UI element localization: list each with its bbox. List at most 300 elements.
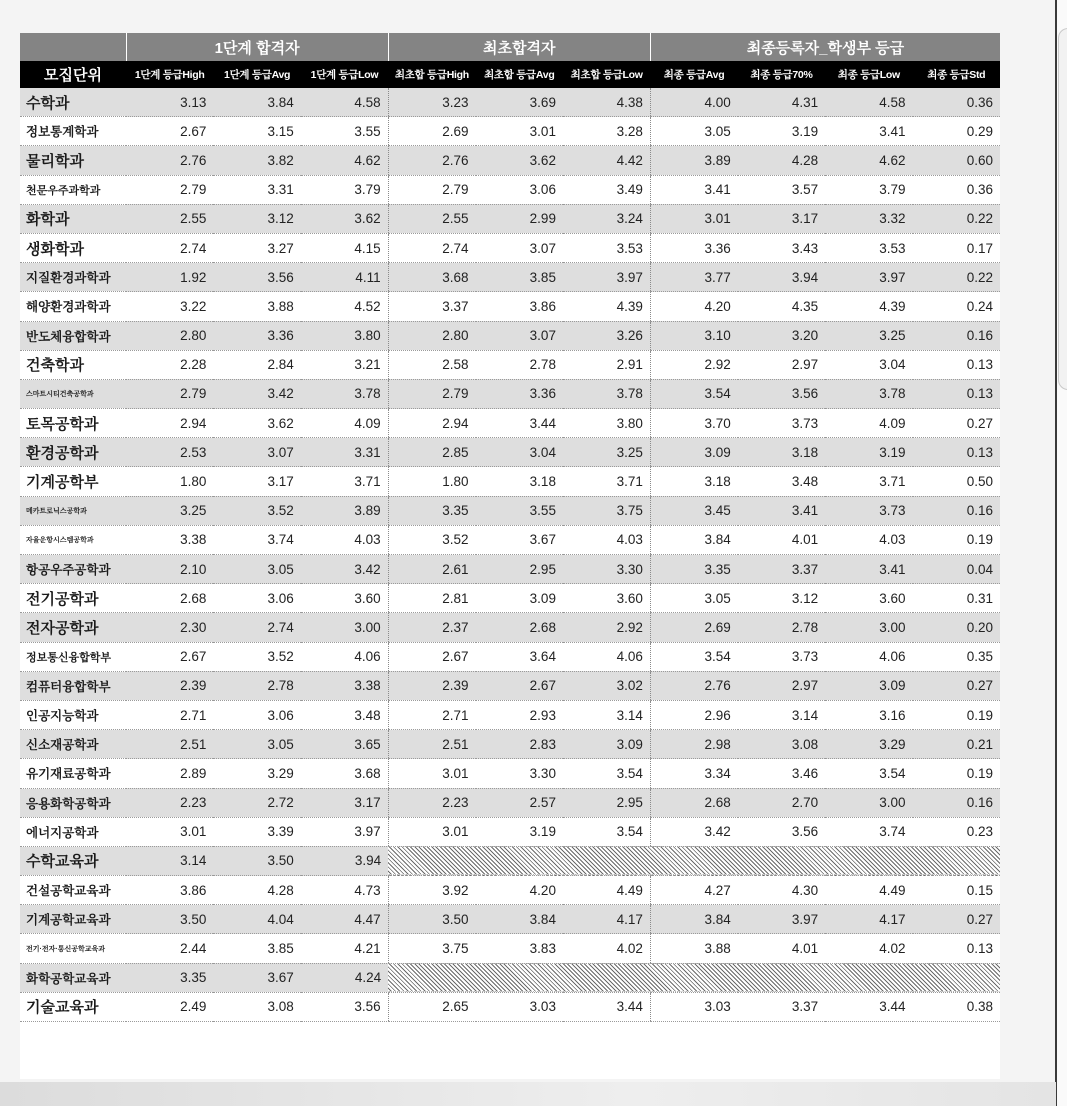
value-cell: 2.94 [388,409,475,438]
value-cell: 2.49 [126,992,213,1021]
value-cell: 2.51 [388,730,475,759]
value-cell: 3.29 [825,730,912,759]
value-cell: 2.74 [126,233,213,262]
value-cell: 3.00 [825,613,912,642]
value-cell: 3.31 [213,175,300,204]
dept-name-cell: 스마트시티건축공학과 [20,379,126,408]
column-header: 1단계 등급High [126,61,213,88]
value-cell: 3.69 [476,88,563,117]
value-cell: 3.49 [563,175,650,204]
value-cell: 0.27 [913,905,1000,934]
value-cell: 3.02 [563,671,650,700]
value-cell: 2.79 [126,175,213,204]
value-cell: 4.01 [738,525,825,554]
value-cell: 3.84 [476,905,563,934]
value-cell: 2.69 [650,613,737,642]
value-cell: 4.04 [213,905,300,934]
dept-name-cell: 전자공학과 [20,613,126,642]
dept-name-cell: 전기공학과 [20,584,126,613]
value-cell: 0.50 [913,467,1000,496]
dept-name-cell: 인공지능학과 [20,700,126,729]
value-cell: 3.78 [825,379,912,408]
value-cell: 4.17 [825,905,912,934]
value-cell: 0.19 [913,759,1000,788]
table-row [20,934,1000,963]
value-cell: 4.39 [825,292,912,321]
value-cell: 3.41 [738,496,825,525]
value-cell: 3.01 [388,759,475,788]
table-row [20,438,1000,467]
value-cell: 3.16 [825,700,912,729]
dept-name-cell: 생화학과 [20,233,126,262]
bottom-background-band [0,1082,1056,1106]
value-cell: 4.35 [738,292,825,321]
dept-name-cell: 건축학과 [20,350,126,379]
value-cell: 3.74 [213,525,300,554]
dept-name-cell: 기계공학부 [20,467,126,496]
group-header: 1단계 합격자 [126,33,388,61]
value-cell: 3.65 [301,730,388,759]
value-cell: 3.79 [301,175,388,204]
value-cell: 3.27 [213,233,300,262]
value-cell: 3.75 [563,496,650,525]
value-cell: 3.04 [825,350,912,379]
dept-name-cell: 신소재공학과 [20,730,126,759]
value-cell: 3.19 [738,117,825,146]
value-cell: 1.80 [388,467,475,496]
value-cell: 0.35 [913,642,1000,671]
value-cell: 3.09 [650,438,737,467]
value-cell: 4.27 [650,876,737,905]
value-cell: 3.35 [126,963,213,992]
value-cell: 2.53 [126,438,213,467]
table-row [20,146,1000,175]
value-cell: 3.84 [213,88,300,117]
value-cell: 2.69 [388,117,475,146]
value-cell: 3.78 [563,379,650,408]
no-data-hatch-cell [388,846,1000,875]
no-data-hatch-cell [388,963,1000,992]
value-cell: 3.43 [738,233,825,262]
value-cell: 2.65 [388,992,475,1021]
value-cell: 2.92 [563,613,650,642]
value-cell: 4.28 [213,876,300,905]
value-cell: 3.84 [650,525,737,554]
value-cell: 3.62 [213,409,300,438]
table-row [20,642,1000,671]
table-row [20,817,1000,846]
table-row [20,613,1000,642]
dept-column-header: 모집단위 [20,61,126,88]
table-row [20,88,1000,117]
value-cell: 3.73 [825,496,912,525]
value-cell: 3.75 [388,934,475,963]
value-cell: 3.62 [476,146,563,175]
value-cell: 3.28 [563,117,650,146]
value-cell: 2.98 [650,730,737,759]
value-cell: 3.03 [476,992,563,1021]
value-cell: 3.12 [213,204,300,233]
value-cell: 4.02 [563,934,650,963]
value-cell: 3.03 [650,992,737,1021]
value-cell: 3.36 [213,321,300,350]
table-body [20,88,1000,1022]
value-cell: 3.84 [650,905,737,934]
table-row [20,175,1000,204]
value-cell: 3.45 [650,496,737,525]
value-cell: 2.99 [476,204,563,233]
value-cell: 3.42 [650,817,737,846]
dept-name-cell: 유기재료공학과 [20,759,126,788]
dept-name-cell: 반도체융합학과 [20,321,126,350]
value-cell: 3.70 [650,409,737,438]
value-cell: 3.19 [476,817,563,846]
column-header: 최초합 등급High [388,61,475,88]
value-cell: 4.00 [650,88,737,117]
value-cell: 0.21 [913,730,1000,759]
value-cell: 3.71 [563,467,650,496]
value-cell: 3.53 [563,233,650,262]
value-cell: 3.18 [476,467,563,496]
value-cell: 3.77 [650,263,737,292]
value-cell: 3.37 [388,292,475,321]
value-cell: 3.07 [476,233,563,262]
dept-name-cell: 에너지공학과 [20,817,126,846]
dept-name-cell: 해양환경과학과 [20,292,126,321]
value-cell: 2.23 [126,788,213,817]
table-row [20,525,1000,554]
dept-name-cell: 전기·전자·통신공학교육과 [20,934,126,963]
value-cell: 2.97 [738,350,825,379]
grade-table [20,33,1000,1022]
table-row [20,233,1000,262]
value-cell: 3.48 [738,467,825,496]
value-cell: 3.36 [650,233,737,262]
table-row [20,905,1000,934]
value-cell: 0.60 [913,146,1000,175]
value-cell: 2.81 [388,584,475,613]
value-cell: 0.27 [913,671,1000,700]
value-cell: 3.38 [126,525,213,554]
value-cell: 4.21 [301,934,388,963]
value-cell: 3.41 [825,117,912,146]
value-cell: 3.85 [213,934,300,963]
value-cell: 3.10 [650,321,737,350]
value-cell: 2.85 [388,438,475,467]
value-cell: 4.02 [825,934,912,963]
value-cell: 3.54 [825,759,912,788]
value-cell: 2.76 [388,146,475,175]
value-cell: 0.22 [913,263,1000,292]
column-header: 최종 등급Std [913,61,1000,88]
value-cell: 3.00 [301,613,388,642]
value-cell: 3.67 [213,963,300,992]
dept-name-cell: 지질환경과학과 [20,263,126,292]
value-cell: 3.37 [738,992,825,1021]
value-cell: 3.35 [388,496,475,525]
value-cell: 2.61 [388,555,475,584]
value-cell: 3.86 [126,876,213,905]
value-cell: 3.52 [213,642,300,671]
value-cell: 3.71 [825,467,912,496]
value-cell: 3.68 [301,759,388,788]
dept-name-cell: 천문우주과학과 [20,175,126,204]
value-cell: 3.89 [650,146,737,175]
value-cell: 4.39 [563,292,650,321]
value-cell: 0.16 [913,788,1000,817]
value-cell: 3.71 [301,467,388,496]
dept-name-cell: 환경공학과 [20,438,126,467]
side-panel-handle[interactable] [1058,28,1067,390]
value-cell: 3.55 [301,117,388,146]
value-cell: 3.88 [650,934,737,963]
value-cell: 2.67 [388,642,475,671]
group-header: 최초합격자 [388,33,650,61]
dept-name-cell: 토목공학과 [20,409,126,438]
value-cell: 3.44 [825,992,912,1021]
value-cell: 4.24 [301,963,388,992]
value-cell: 2.94 [126,409,213,438]
value-cell: 2.28 [126,350,213,379]
dept-name-cell: 물리학과 [20,146,126,175]
dept-name-cell: 수학과 [20,88,126,117]
value-cell: 3.00 [825,788,912,817]
dept-name-cell: 건설공학교육과 [20,876,126,905]
group-header [20,33,126,61]
value-cell: 2.72 [213,788,300,817]
table-row [20,263,1000,292]
dept-name-cell: 항공우주공학과 [20,555,126,584]
table-row [20,700,1000,729]
value-cell: 3.06 [213,700,300,729]
value-cell: 3.20 [738,321,825,350]
value-cell: 2.39 [126,671,213,700]
value-cell: 3.17 [738,204,825,233]
value-cell: 4.42 [563,146,650,175]
value-cell: 3.26 [563,321,650,350]
value-cell: 2.55 [126,204,213,233]
value-cell: 3.67 [476,525,563,554]
dept-name-cell: 기술교육과 [20,992,126,1021]
value-cell: 2.10 [126,555,213,584]
admission-grade-sheet [20,33,1000,1079]
table-row [20,467,1000,496]
value-cell: 3.13 [126,88,213,117]
value-cell: 3.53 [825,233,912,262]
value-cell: 3.25 [563,438,650,467]
value-cell: 3.17 [213,467,300,496]
value-cell: 2.95 [476,555,563,584]
value-cell: 3.22 [126,292,213,321]
value-cell: 1.80 [126,467,213,496]
value-cell: 2.91 [563,350,650,379]
value-cell: 4.11 [301,263,388,292]
value-cell: 3.18 [650,467,737,496]
value-cell: 3.54 [563,759,650,788]
value-cell: 3.57 [738,175,825,204]
value-cell: 3.01 [126,817,213,846]
value-cell: 2.44 [126,934,213,963]
table-row [20,876,1000,905]
value-cell: 2.30 [126,613,213,642]
column-header: 최종 등급Low [825,61,912,88]
value-cell: 3.14 [126,846,213,875]
value-cell: 4.31 [738,88,825,117]
value-cell: 2.68 [650,788,737,817]
value-cell: 0.13 [913,379,1000,408]
table-row [20,759,1000,788]
value-cell: 3.73 [738,642,825,671]
value-cell: 3.42 [213,379,300,408]
value-cell: 4.58 [825,88,912,117]
value-cell: 3.08 [213,992,300,1021]
value-cell: 2.74 [388,233,475,262]
value-cell: 3.09 [825,671,912,700]
value-cell: 3.94 [301,846,388,875]
value-cell: 2.39 [388,671,475,700]
value-cell: 2.55 [388,204,475,233]
value-cell: 0.24 [913,292,1000,321]
column-header: 1단계 등급Low [301,61,388,88]
value-cell: 2.71 [388,700,475,729]
table-row [20,379,1000,408]
value-cell: 1.92 [126,263,213,292]
value-cell: 3.89 [301,496,388,525]
value-cell: 3.12 [738,584,825,613]
value-cell: 3.97 [738,905,825,934]
value-cell: 3.44 [476,409,563,438]
value-cell: 4.52 [301,292,388,321]
group-header-row [20,33,1000,61]
value-cell: 4.38 [563,88,650,117]
value-cell: 4.09 [301,409,388,438]
value-cell: 3.34 [650,759,737,788]
value-cell: 3.54 [563,817,650,846]
value-cell: 2.67 [126,642,213,671]
value-cell: 0.04 [913,555,1000,584]
value-cell: 0.16 [913,496,1000,525]
value-cell: 3.50 [388,905,475,934]
value-cell: 2.58 [388,350,475,379]
value-cell: 2.70 [738,788,825,817]
column-header: 최초합 등급Low [563,61,650,88]
value-cell: 3.68 [388,263,475,292]
dept-name-cell: 화학공학교육과 [20,963,126,992]
value-cell: 2.51 [126,730,213,759]
value-cell: 0.22 [913,204,1000,233]
value-cell: 0.23 [913,817,1000,846]
column-header: 최초합 등급Avg [476,61,563,88]
value-cell: 3.62 [301,204,388,233]
column-header-row [20,61,1000,88]
value-cell: 3.80 [563,409,650,438]
value-cell: 0.38 [913,992,1000,1021]
table-row [20,204,1000,233]
value-cell: 2.97 [738,671,825,700]
value-cell: 4.06 [825,642,912,671]
value-cell: 3.54 [650,379,737,408]
value-cell: 2.79 [126,379,213,408]
value-cell: 3.14 [563,700,650,729]
value-cell: 3.29 [213,759,300,788]
value-cell: 3.44 [563,992,650,1021]
value-cell: 4.06 [563,642,650,671]
value-cell: 3.55 [476,496,563,525]
value-cell: 4.49 [563,876,650,905]
value-cell: 0.31 [913,584,1000,613]
value-cell: 3.36 [476,379,563,408]
value-cell: 3.52 [388,525,475,554]
value-cell: 3.25 [825,321,912,350]
value-cell: 3.97 [301,817,388,846]
value-cell: 3.88 [213,292,300,321]
value-cell: 3.82 [213,146,300,175]
value-cell: 2.92 [650,350,737,379]
value-cell: 2.84 [213,350,300,379]
value-cell: 3.31 [301,438,388,467]
value-cell: 3.18 [738,438,825,467]
value-cell: 3.37 [738,555,825,584]
value-cell: 3.56 [213,263,300,292]
value-cell: 3.06 [213,584,300,613]
value-cell: 2.93 [476,700,563,729]
dept-name-cell: 메카트로닉스공학과 [20,496,126,525]
column-header: 1단계 등급Avg [213,61,300,88]
value-cell: 3.01 [476,117,563,146]
value-cell: 2.89 [126,759,213,788]
value-cell: 3.04 [476,438,563,467]
value-cell: 2.95 [563,788,650,817]
value-cell: 3.14 [738,700,825,729]
value-cell: 2.78 [738,613,825,642]
value-cell: 2.78 [213,671,300,700]
value-cell: 0.17 [913,233,1000,262]
value-cell: 2.76 [650,671,737,700]
dept-name-cell: 자율운항시스템공학과 [20,525,126,554]
value-cell: 3.74 [825,817,912,846]
value-cell: 3.79 [825,175,912,204]
value-cell: 3.92 [388,876,475,905]
value-cell: 0.20 [913,613,1000,642]
value-cell: 3.30 [563,555,650,584]
value-cell: 2.37 [388,613,475,642]
value-cell: 3.41 [825,555,912,584]
value-cell: 0.13 [913,350,1000,379]
value-cell: 2.79 [388,379,475,408]
value-cell: 3.06 [476,175,563,204]
value-cell: 3.86 [476,292,563,321]
table-row [20,846,1000,875]
value-cell: 3.17 [301,788,388,817]
value-cell: 3.73 [738,409,825,438]
value-cell: 3.25 [126,496,213,525]
value-cell: 4.20 [650,292,737,321]
column-header: 최종 등급70% [738,61,825,88]
value-cell: 3.41 [650,175,737,204]
value-cell: 3.05 [650,584,737,613]
value-cell: 3.09 [563,730,650,759]
value-cell: 4.09 [825,409,912,438]
value-cell: 4.30 [738,876,825,905]
table-row [20,409,1000,438]
value-cell: 3.83 [476,934,563,963]
value-cell: 2.78 [476,350,563,379]
value-cell: 3.60 [825,584,912,613]
value-cell: 0.27 [913,409,1000,438]
value-cell: 4.28 [738,146,825,175]
value-cell: 2.23 [388,788,475,817]
table-row [20,788,1000,817]
